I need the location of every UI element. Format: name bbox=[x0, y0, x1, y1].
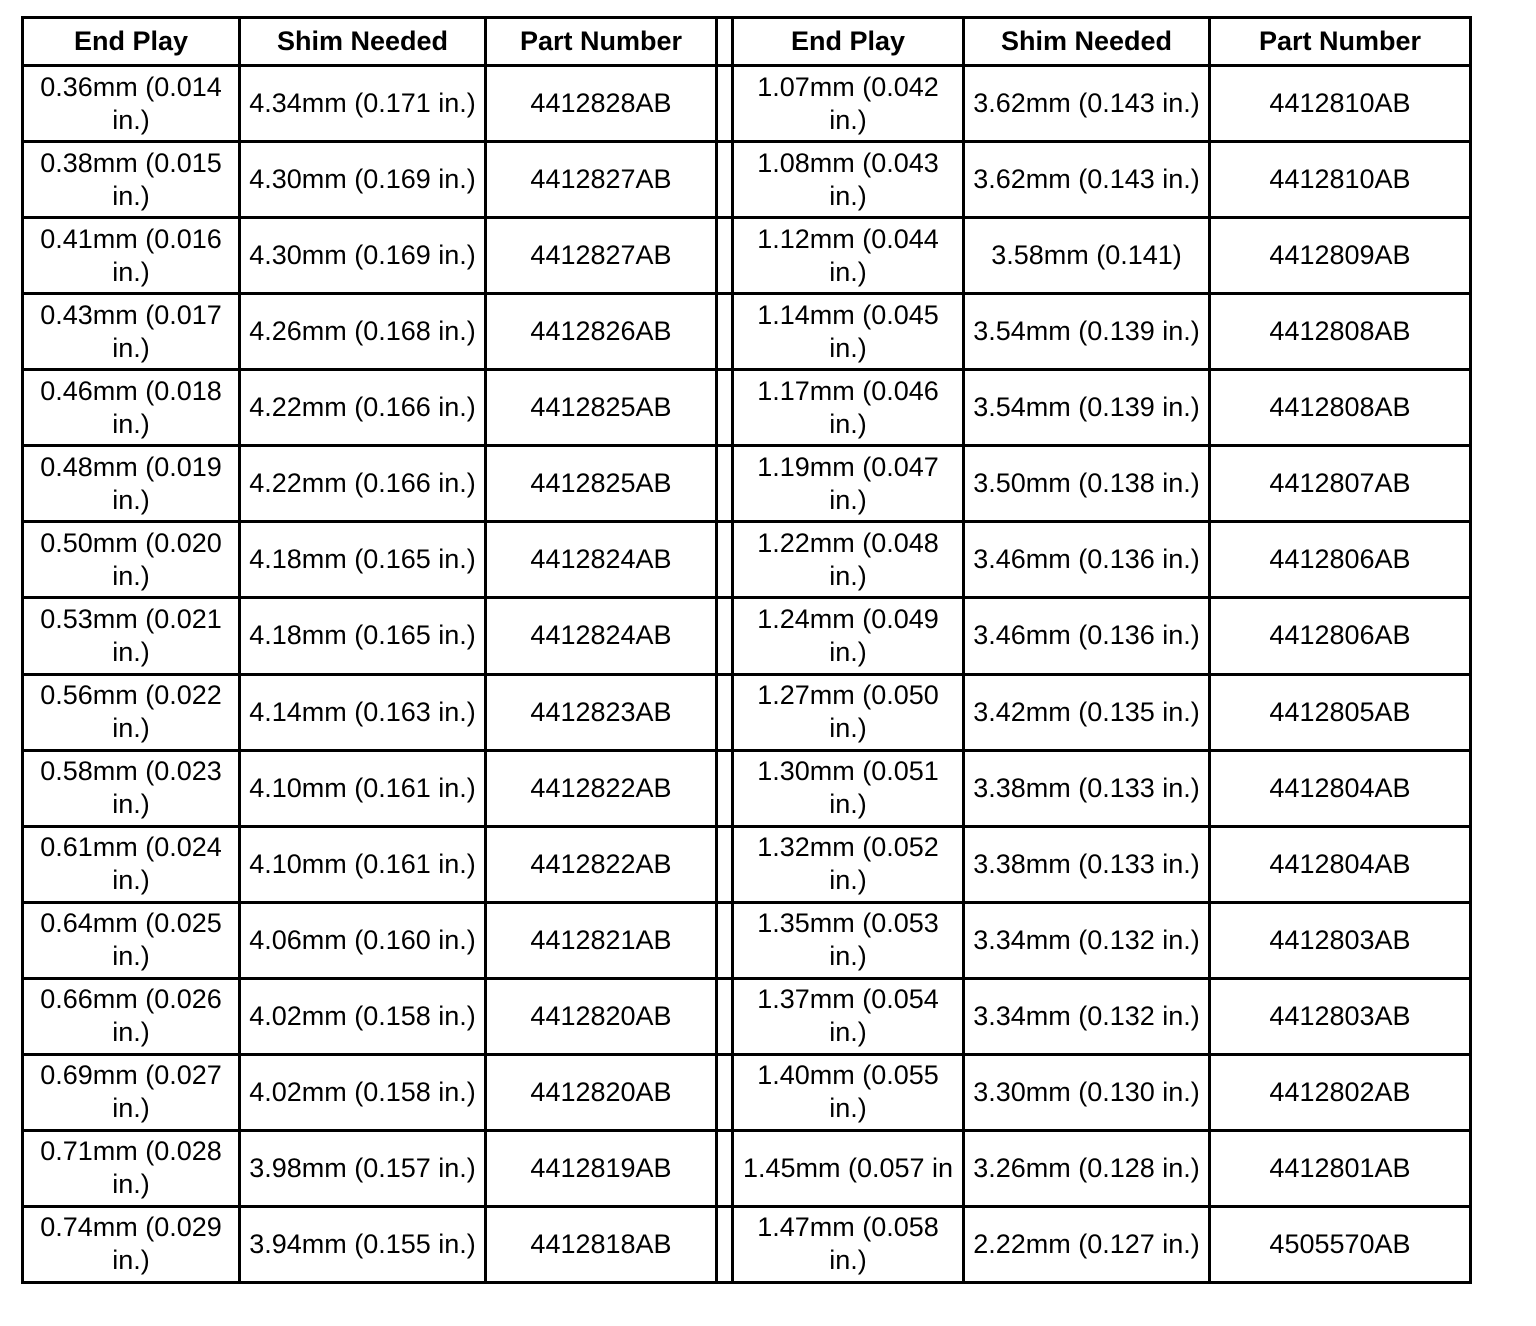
cell-shim-needed-right: 3.42mm (0.135 in.) bbox=[964, 674, 1210, 750]
cell-shim-needed-left: 4.14mm (0.163 in.) bbox=[240, 674, 486, 750]
cell-part-number-right: 4412809AB bbox=[1210, 218, 1471, 294]
cell-part-number-right: 4412804AB bbox=[1210, 826, 1471, 902]
cell-end-play-left: 0.69mm (0.027 in.) bbox=[23, 1054, 240, 1130]
cell-shim-needed-left: 4.02mm (0.158 in.) bbox=[240, 978, 486, 1054]
cell-end-play-left: 0.46mm (0.018 in.) bbox=[23, 370, 240, 446]
cell-end-play-right: 1.22mm (0.048 in.) bbox=[733, 522, 964, 598]
table-row bbox=[23, 598, 1471, 674]
cell-part-number-right: 4412808AB bbox=[1210, 370, 1471, 446]
cell-end-play-right: 1.32mm (0.052 in.) bbox=[733, 826, 964, 902]
cell-shim-needed-left: 3.94mm (0.155 in.) bbox=[240, 1206, 486, 1282]
cell-shim-needed-right: 3.54mm (0.139 in.) bbox=[964, 294, 1210, 370]
cell-end-play-right: 1.07mm (0.042 in.) bbox=[733, 66, 964, 142]
cell-shim-needed-right: 3.34mm (0.132 in.) bbox=[964, 902, 1210, 978]
cell-end-play-right: 1.19mm (0.047 in.) bbox=[733, 446, 964, 522]
cell-end-play-left: 0.56mm (0.022 in.) bbox=[23, 674, 240, 750]
cell-end-play-left: 0.36mm (0.014 in.) bbox=[23, 66, 240, 142]
cell-end-play-right: 1.45mm (0.057 in bbox=[733, 1130, 964, 1206]
table-row bbox=[23, 674, 1471, 750]
column-divider bbox=[717, 750, 733, 826]
cell-shim-needed-right: 3.26mm (0.128 in.) bbox=[964, 1130, 1210, 1206]
table-row bbox=[23, 66, 1471, 142]
cell-part-number-right: 4412804AB bbox=[1210, 750, 1471, 826]
column-divider bbox=[717, 66, 733, 142]
column-divider bbox=[717, 1130, 733, 1206]
cell-shim-needed-right: 2.22mm (0.127 in.) bbox=[964, 1206, 1210, 1282]
shim-selection-table bbox=[21, 16, 1472, 1284]
table-row bbox=[23, 370, 1471, 446]
cell-shim-needed-right: 3.62mm (0.143 in.) bbox=[964, 66, 1210, 142]
cell-part-number-right: 4412810AB bbox=[1210, 66, 1471, 142]
header-end-play-right: End Play bbox=[733, 18, 964, 66]
cell-part-number-right: 4412806AB bbox=[1210, 522, 1471, 598]
header-shim-needed-right: Shim Needed bbox=[964, 18, 1210, 66]
cell-end-play-left: 0.43mm (0.017 in.) bbox=[23, 294, 240, 370]
cell-shim-needed-right: 3.30mm (0.130 in.) bbox=[964, 1054, 1210, 1130]
cell-part-number-right: 4412801AB bbox=[1210, 1130, 1471, 1206]
cell-part-number-left: 4412820AB bbox=[486, 1054, 717, 1130]
cell-end-play-right: 1.14mm (0.045 in.) bbox=[733, 294, 964, 370]
header-end-play-left: End Play bbox=[23, 18, 240, 66]
column-divider bbox=[717, 1054, 733, 1130]
table-row bbox=[23, 294, 1471, 370]
column-divider bbox=[717, 294, 733, 370]
cell-part-number-right: 4412806AB bbox=[1210, 598, 1471, 674]
column-divider bbox=[717, 142, 733, 218]
column-divider bbox=[717, 370, 733, 446]
cell-part-number-left: 4412827AB bbox=[486, 142, 717, 218]
column-divider bbox=[717, 598, 733, 674]
cell-shim-needed-left: 4.18mm (0.165 in.) bbox=[240, 598, 486, 674]
table-row bbox=[23, 1206, 1471, 1282]
column-divider bbox=[717, 18, 733, 66]
header-shim-needed-left: Shim Needed bbox=[240, 18, 486, 66]
cell-end-play-right: 1.08mm (0.043 in.) bbox=[733, 142, 964, 218]
cell-end-play-right: 1.30mm (0.051 in.) bbox=[733, 750, 964, 826]
cell-shim-needed-left: 4.10mm (0.161 in.) bbox=[240, 750, 486, 826]
cell-shim-needed-left: 4.34mm (0.171 in.) bbox=[240, 66, 486, 142]
cell-end-play-left: 0.61mm (0.024 in.) bbox=[23, 826, 240, 902]
cell-end-play-left: 0.58mm (0.023 in.) bbox=[23, 750, 240, 826]
cell-shim-needed-right: 3.62mm (0.143 in.) bbox=[964, 142, 1210, 218]
table-row bbox=[23, 446, 1471, 522]
cell-part-number-right: 4412802AB bbox=[1210, 1054, 1471, 1130]
cell-end-play-left: 0.64mm (0.025 in.) bbox=[23, 902, 240, 978]
header-row bbox=[23, 18, 1471, 66]
table-row bbox=[23, 750, 1471, 826]
column-divider bbox=[717, 446, 733, 522]
table-row bbox=[23, 826, 1471, 902]
table-body bbox=[23, 66, 1471, 1283]
cell-part-number-left: 4412821AB bbox=[486, 902, 717, 978]
column-divider bbox=[717, 674, 733, 750]
cell-shim-needed-right: 3.58mm (0.141) bbox=[964, 218, 1210, 294]
cell-part-number-left: 4412818AB bbox=[486, 1206, 717, 1282]
cell-part-number-left: 4412822AB bbox=[486, 826, 717, 902]
cell-shim-needed-left: 3.98mm (0.157 in.) bbox=[240, 1130, 486, 1206]
cell-shim-needed-left: 4.22mm (0.166 in.) bbox=[240, 446, 486, 522]
cell-shim-needed-left: 4.18mm (0.165 in.) bbox=[240, 522, 486, 598]
cell-end-play-right: 1.24mm (0.049 in.) bbox=[733, 598, 964, 674]
table-row bbox=[23, 978, 1471, 1054]
cell-shim-needed-left: 4.10mm (0.161 in.) bbox=[240, 826, 486, 902]
cell-end-play-left: 0.74mm (0.029 in.) bbox=[23, 1206, 240, 1282]
cell-shim-needed-right: 3.34mm (0.132 in.) bbox=[964, 978, 1210, 1054]
column-divider bbox=[717, 522, 733, 598]
cell-end-play-right: 1.35mm (0.053 in.) bbox=[733, 902, 964, 978]
cell-part-number-left: 4412823AB bbox=[486, 674, 717, 750]
cell-shim-needed-right: 3.38mm (0.133 in.) bbox=[964, 750, 1210, 826]
cell-part-number-right: 4412803AB bbox=[1210, 978, 1471, 1054]
cell-part-number-right: 4505570AB bbox=[1210, 1206, 1471, 1282]
table-row bbox=[23, 142, 1471, 218]
cell-end-play-right: 1.47mm (0.058 in.) bbox=[733, 1206, 964, 1282]
cell-end-play-right: 1.27mm (0.050 in.) bbox=[733, 674, 964, 750]
cell-end-play-left: 0.41mm (0.016 in.) bbox=[23, 218, 240, 294]
cell-part-number-left: 4412824AB bbox=[486, 522, 717, 598]
header-part-number-right: Part Number bbox=[1210, 18, 1471, 66]
cell-shim-needed-right: 3.46mm (0.136 in.) bbox=[964, 598, 1210, 674]
cell-part-number-right: 4412810AB bbox=[1210, 142, 1471, 218]
table-row bbox=[23, 522, 1471, 598]
cell-part-number-left: 4412827AB bbox=[486, 218, 717, 294]
cell-part-number-left: 4412828AB bbox=[486, 66, 717, 142]
cell-shim-needed-left: 4.30mm (0.169 in.) bbox=[240, 142, 486, 218]
cell-shim-needed-left: 4.30mm (0.169 in.) bbox=[240, 218, 486, 294]
cell-part-number-right: 4412805AB bbox=[1210, 674, 1471, 750]
cell-end-play-left: 0.38mm (0.015 in.) bbox=[23, 142, 240, 218]
cell-part-number-left: 4412826AB bbox=[486, 294, 717, 370]
cell-end-play-left: 0.66mm (0.026 in.) bbox=[23, 978, 240, 1054]
column-divider bbox=[717, 1206, 733, 1282]
cell-part-number-right: 4412808AB bbox=[1210, 294, 1471, 370]
cell-part-number-left: 4412819AB bbox=[486, 1130, 717, 1206]
cell-end-play-left: 0.50mm (0.020 in.) bbox=[23, 522, 240, 598]
cell-shim-needed-right: 3.54mm (0.139 in.) bbox=[964, 370, 1210, 446]
cell-part-number-left: 4412825AB bbox=[486, 370, 717, 446]
column-divider bbox=[717, 218, 733, 294]
cell-end-play-left: 0.71mm (0.028 in.) bbox=[23, 1130, 240, 1206]
cell-part-number-left: 4412822AB bbox=[486, 750, 717, 826]
cell-end-play-right: 1.17mm (0.046 in.) bbox=[733, 370, 964, 446]
table-row bbox=[23, 1054, 1471, 1130]
column-divider bbox=[717, 902, 733, 978]
cell-end-play-left: 0.48mm (0.019 in.) bbox=[23, 446, 240, 522]
table-row bbox=[23, 1130, 1471, 1206]
header-part-number-left: Part Number bbox=[486, 18, 717, 66]
cell-shim-needed-left: 4.26mm (0.168 in.) bbox=[240, 294, 486, 370]
cell-part-number-right: 4412807AB bbox=[1210, 446, 1471, 522]
cell-shim-needed-left: 4.06mm (0.160 in.) bbox=[240, 902, 486, 978]
column-divider bbox=[717, 978, 733, 1054]
cell-end-play-right: 1.12mm (0.044 in.) bbox=[733, 218, 964, 294]
cell-part-number-left: 4412824AB bbox=[486, 598, 717, 674]
cell-end-play-right: 1.40mm (0.055 in.) bbox=[733, 1054, 964, 1130]
cell-part-number-left: 4412820AB bbox=[486, 978, 717, 1054]
table-row bbox=[23, 218, 1471, 294]
column-divider bbox=[717, 826, 733, 902]
cell-shim-needed-right: 3.38mm (0.133 in.) bbox=[964, 826, 1210, 902]
cell-shim-needed-left: 4.02mm (0.158 in.) bbox=[240, 1054, 486, 1130]
cell-shim-needed-left: 4.22mm (0.166 in.) bbox=[240, 370, 486, 446]
cell-shim-needed-right: 3.46mm (0.136 in.) bbox=[964, 522, 1210, 598]
cell-shim-needed-right: 3.50mm (0.138 in.) bbox=[964, 446, 1210, 522]
cell-end-play-right: 1.37mm (0.054 in.) bbox=[733, 978, 964, 1054]
cell-end-play-left: 0.53mm (0.021 in.) bbox=[23, 598, 240, 674]
cell-part-number-left: 4412825AB bbox=[486, 446, 717, 522]
cell-part-number-right: 4412803AB bbox=[1210, 902, 1471, 978]
table-row bbox=[23, 902, 1471, 978]
